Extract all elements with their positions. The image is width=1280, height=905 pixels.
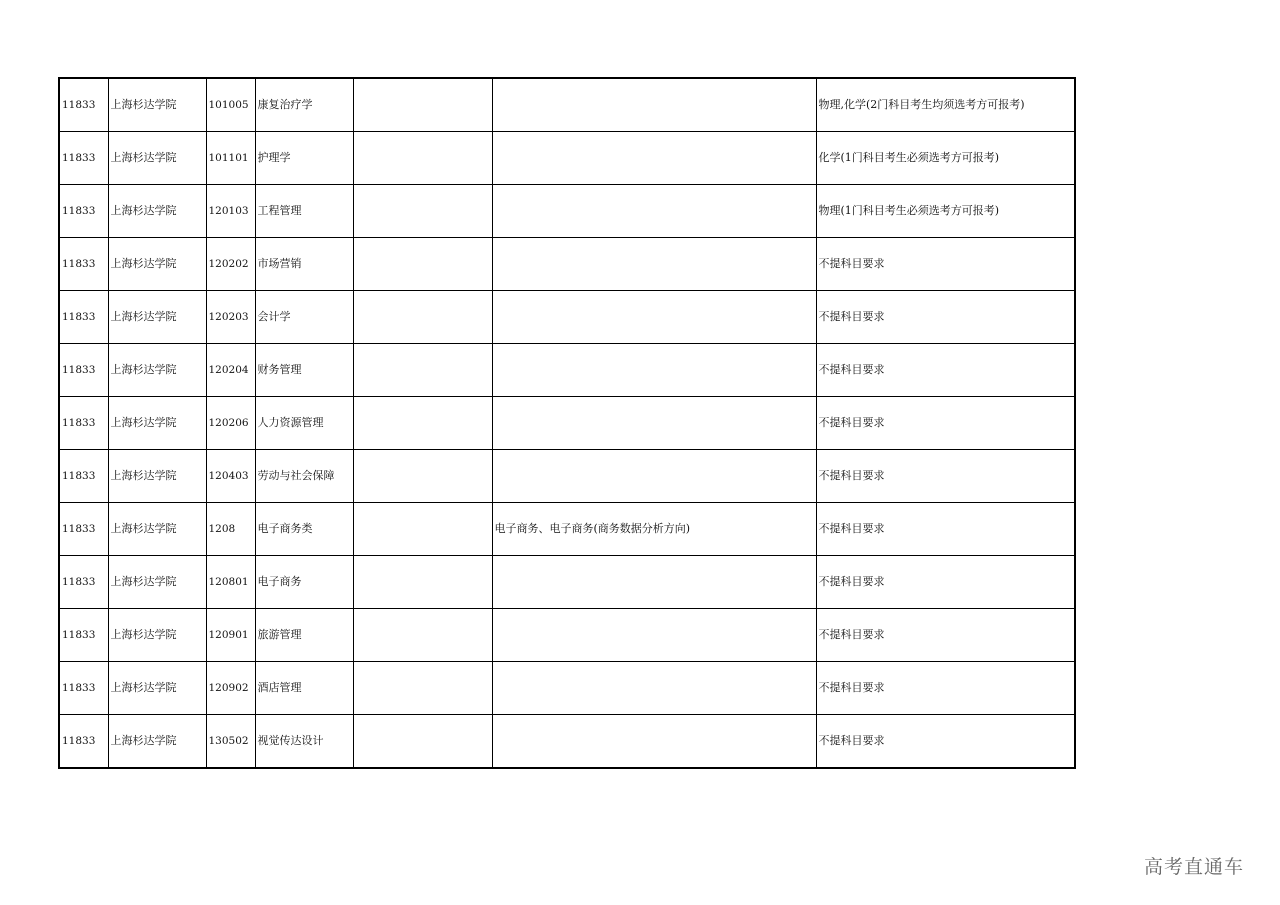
table-row xyxy=(59,503,1075,556)
table-row xyxy=(59,397,1075,450)
empty-cell xyxy=(353,344,492,397)
institution-code-cell: 11833 xyxy=(59,503,108,556)
institution-code-cell: 11833 xyxy=(59,132,108,185)
subject-requirement-cell: 不提科目要求 xyxy=(816,556,1075,609)
major-code-cell: 120103 xyxy=(206,185,255,238)
included-majors-cell xyxy=(492,662,816,715)
major-code-cell: 120206 xyxy=(206,397,255,450)
major-code-cell: 101005 xyxy=(206,78,255,132)
subject-requirement-cell: 不提科目要求 xyxy=(816,291,1075,344)
subject-requirement-cell: 不提科目要求 xyxy=(816,609,1075,662)
major-code-cell: 120902 xyxy=(206,662,255,715)
empty-cell xyxy=(353,78,492,132)
major-name-cell: 视觉传达设计 xyxy=(255,715,353,769)
major-code-cell: 120202 xyxy=(206,238,255,291)
included-majors-cell xyxy=(492,397,816,450)
major-code-cell: 130502 xyxy=(206,715,255,769)
institution-code-cell: 11833 xyxy=(59,238,108,291)
major-name-cell: 会计学 xyxy=(255,291,353,344)
institution-code-cell: 11833 xyxy=(59,556,108,609)
table-row xyxy=(59,291,1075,344)
empty-cell xyxy=(353,238,492,291)
institution-code-cell: 11833 xyxy=(59,450,108,503)
included-majors-cell xyxy=(492,238,816,291)
included-majors-cell: 电子商务、电子商务(商务数据分析方向) xyxy=(492,503,816,556)
major-name-cell: 电子商务 xyxy=(255,556,353,609)
institution-code-cell: 11833 xyxy=(59,344,108,397)
institution-name-cell: 上海杉达学院 xyxy=(108,344,206,397)
table-row xyxy=(59,238,1075,291)
included-majors-cell xyxy=(492,556,816,609)
empty-cell xyxy=(353,662,492,715)
major-name-cell: 护理学 xyxy=(255,132,353,185)
included-majors-cell xyxy=(492,609,816,662)
empty-cell xyxy=(353,132,492,185)
table-row xyxy=(59,132,1075,185)
empty-cell xyxy=(353,291,492,344)
institution-code-cell: 11833 xyxy=(59,78,108,132)
included-majors-cell xyxy=(492,450,816,503)
institution-name-cell: 上海杉达学院 xyxy=(108,78,206,132)
subject-requirement-cell: 不提科目要求 xyxy=(816,238,1075,291)
institution-name-cell: 上海杉达学院 xyxy=(108,609,206,662)
major-code-cell: 120403 xyxy=(206,450,255,503)
empty-cell xyxy=(353,450,492,503)
subject-requirement-cell: 物理,化学(2门科目考生均须选考方可报考) xyxy=(816,78,1075,132)
empty-cell xyxy=(353,609,492,662)
major-code-cell: 120203 xyxy=(206,291,255,344)
empty-cell xyxy=(353,715,492,769)
major-name-cell: 市场营销 xyxy=(255,238,353,291)
major-code-cell: 120204 xyxy=(206,344,255,397)
empty-cell xyxy=(353,556,492,609)
major-code-cell: 120901 xyxy=(206,609,255,662)
table-row xyxy=(59,78,1075,132)
major-code-cell: 120801 xyxy=(206,556,255,609)
subject-requirement-cell: 不提科目要求 xyxy=(816,344,1075,397)
major-name-cell: 工程管理 xyxy=(255,185,353,238)
institution-name-cell: 上海杉达学院 xyxy=(108,185,206,238)
included-majors-cell xyxy=(492,78,816,132)
institution-code-cell: 11833 xyxy=(59,609,108,662)
major-name-cell: 劳动与社会保障 xyxy=(255,450,353,503)
table-row xyxy=(59,450,1075,503)
table-row xyxy=(59,715,1075,769)
watermark: 高考直通车 xyxy=(1144,856,1245,878)
major-code-cell: 1208 xyxy=(206,503,255,556)
institution-name-cell: 上海杉达学院 xyxy=(108,662,206,715)
institution-code-cell: 11833 xyxy=(59,397,108,450)
table-row xyxy=(59,556,1075,609)
subject-requirements-table xyxy=(58,77,1076,769)
table-row xyxy=(59,609,1075,662)
institution-name-cell: 上海杉达学院 xyxy=(108,450,206,503)
included-majors-cell xyxy=(492,344,816,397)
major-name-cell: 旅游管理 xyxy=(255,609,353,662)
subject-requirement-cell: 不提科目要求 xyxy=(816,662,1075,715)
major-name-cell: 康复治疗学 xyxy=(255,78,353,132)
institution-name-cell: 上海杉达学院 xyxy=(108,291,206,344)
included-majors-cell xyxy=(492,185,816,238)
major-name-cell: 人力资源管理 xyxy=(255,397,353,450)
institution-code-cell: 11833 xyxy=(59,291,108,344)
subject-requirement-cell: 物理(1门科目考生必须选考方可报考) xyxy=(816,185,1075,238)
empty-cell xyxy=(353,503,492,556)
empty-cell xyxy=(353,397,492,450)
subject-requirement-cell: 化学(1门科目考生必须选考方可报考) xyxy=(816,132,1075,185)
institution-name-cell: 上海杉达学院 xyxy=(108,556,206,609)
included-majors-cell xyxy=(492,715,816,769)
institution-name-cell: 上海杉达学院 xyxy=(108,397,206,450)
included-majors-cell xyxy=(492,132,816,185)
major-name-cell: 酒店管理 xyxy=(255,662,353,715)
table-row xyxy=(59,344,1075,397)
major-name-cell: 财务管理 xyxy=(255,344,353,397)
table-row xyxy=(59,185,1075,238)
subject-requirement-cell: 不提科目要求 xyxy=(816,450,1075,503)
empty-cell xyxy=(353,185,492,238)
institution-code-cell: 11833 xyxy=(59,715,108,769)
institution-code-cell: 11833 xyxy=(59,662,108,715)
institution-name-cell: 上海杉达学院 xyxy=(108,715,206,769)
institution-code-cell: 11833 xyxy=(59,185,108,238)
institution-name-cell: 上海杉达学院 xyxy=(108,238,206,291)
table-row xyxy=(59,662,1075,715)
institution-name-cell: 上海杉达学院 xyxy=(108,132,206,185)
subject-requirement-cell: 不提科目要求 xyxy=(816,397,1075,450)
institution-name-cell: 上海杉达学院 xyxy=(108,503,206,556)
major-code-cell: 101101 xyxy=(206,132,255,185)
included-majors-cell xyxy=(492,291,816,344)
subject-requirement-cell: 不提科目要求 xyxy=(816,715,1075,769)
table-body xyxy=(59,78,1075,768)
subject-requirement-cell: 不提科目要求 xyxy=(816,503,1075,556)
major-name-cell: 电子商务类 xyxy=(255,503,353,556)
